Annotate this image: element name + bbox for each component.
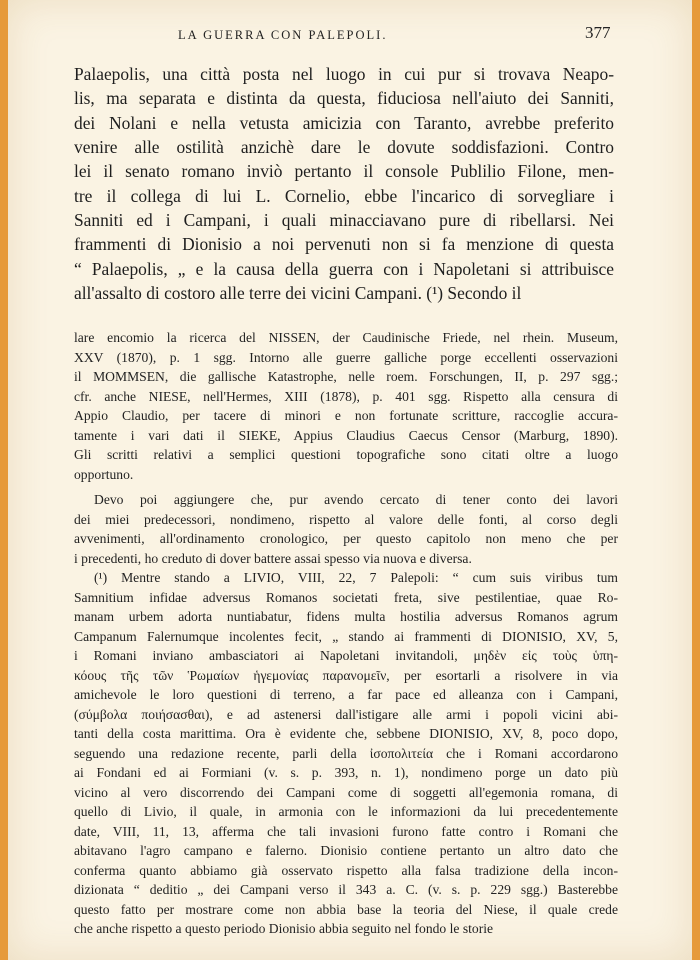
note-line: ai Fondani ed ai Formiani (v. s. p. 393, n. 1), nondimeno porge un dato più bbox=[74, 765, 618, 780]
note-line: il MOMMSEN, die gallische Katastrophe, nelle roem. Forschungen, II, p. 297 sgg.; bbox=[74, 369, 618, 384]
text-line: frammenti di Dionisio a noi pervenuti non si fa menzione di questa bbox=[74, 234, 614, 255]
text-line: Sanniti ed i Campani, i quali minacciavano pure di ribellarsi. Nei bbox=[74, 210, 614, 231]
note-line: conferma quanto abbiamo già osservato rispetto alla falsa tradizione della incon- bbox=[74, 862, 618, 878]
note-line: amichevole le loro questioni di terreno, a far pace ed alleanza con i Campani, bbox=[74, 687, 618, 702]
note-line: (σύμβολα ποιήσασθαι), e ad astenersi dall'istigare alle armi i popoli vicini abi- bbox=[74, 706, 618, 722]
note-line: (¹) Mentre stando a LIVIO, VIII, 22, 7 Palepoli: “ cum suis viribus tum bbox=[94, 570, 618, 585]
footnote-paragraph bbox=[74, 490, 618, 568]
note-line: Devo poi aggiungere che, pur avendo cercato di tener conto dei lavori bbox=[94, 492, 618, 507]
note-line: questo fatto per mostrare come non abbia base la teoria del Niese, il quale crede bbox=[74, 901, 618, 917]
text-line: Palaepolis, una città posta nel luogo in cui pur si trovava Neapo- bbox=[74, 64, 614, 84]
text-line: lis, ma separata e distinta da questa, fiduciosa nell'aiuto dei Sanniti, bbox=[74, 88, 614, 109]
note-line: i precedenti, ho creduto di dover battere assai spesso via nuova e diversa. bbox=[74, 550, 472, 566]
note-line: quello di Livio, il quale, in armonia con le informazioni da lui precedentemente bbox=[74, 804, 618, 819]
footnote-paragraph bbox=[74, 568, 618, 939]
note-line: tanti della costa marittima. Ora è evidente che, sebbene DIONISIO, XV, 8, poco dopo, bbox=[74, 726, 618, 741]
footnote-paragraph bbox=[74, 328, 618, 484]
text-line: venire alle ostilità anzichè dare le dovute soddisfazioni. Contro bbox=[74, 137, 614, 158]
note-line: opportuno. bbox=[74, 466, 134, 482]
note-line: dizionata “ deditio „ dei Campani verso il 343 a. C. (v. s. p. 229 sgg.) Basterebbe bbox=[74, 882, 618, 897]
text-line: “ Palaepolis, „ e la causa della guerra con i Napoletani si attribuisce bbox=[74, 258, 614, 279]
note-line: avvenimenti, all'ordinamento cronologico, per questo capitolo non meno che per bbox=[74, 531, 618, 546]
note-line: dei miei predecessori, nondimeno, rispetto al valore delle fonti, al corso degli bbox=[74, 511, 618, 527]
text-line: lei il senato romano inviò pertanto il console Publilio Filone, men- bbox=[74, 161, 614, 182]
note-line: lare encomio la ricerca del NISSEN, der Caudinische Friede, nel rhein. Museum, bbox=[74, 330, 618, 345]
note-line: κόους τῆς τῶν Ῥωμαίων ἡγεμονίας παρανομεῖν, per esortarli a risolvere in via bbox=[74, 667, 618, 683]
page-number: 377 bbox=[585, 23, 611, 42]
note-line: date, VIII, 11, 13, afferma che tali invasioni furono fatte contro i Romani che bbox=[74, 823, 618, 839]
note-line: i Romani inviano ambasciatori ai Napoletani invitandoli, μηδὲν εἰς τοὺς ὑπη- bbox=[74, 648, 618, 663]
note-line: che anche rispetto a questo periodo Dionisio abbia seguito nel fondo le storie bbox=[74, 921, 494, 936]
text-line: dei Nolani e nella vetusta amicizia con Taranto, avrebbe preferito bbox=[74, 112, 614, 133]
running-title: LA GUERRA CON PALEPOLI. bbox=[178, 28, 388, 42]
page-header bbox=[8, 23, 692, 46]
note-line: abitavano l'agro campano e falerno. Dionisio contiene pertanto un altro dato che bbox=[74, 843, 618, 858]
note-line: Gli scritti relativi a semplici questioni topografiche sono citati oltre a luogo bbox=[74, 447, 618, 462]
note-line: Samnitium infidae adversus Romanos societati freta, sive pestilentiae, quae Ro- bbox=[74, 589, 618, 605]
text-line: tre il collega di lui L. Cornelio, ebbe l'incarico di sorvegliare i bbox=[74, 185, 614, 206]
note-line: manam urbem adorta nuntiabatur, fidens multa hostilia adversus Romanos agrum bbox=[74, 609, 618, 624]
footnotes bbox=[74, 328, 618, 939]
main-text bbox=[74, 62, 614, 305]
note-line: cfr. anche NIESE, nell'Hermes, XIII (1878), p. 401 sgg. Rispetto alla censura di bbox=[74, 388, 618, 404]
note-line: Appio Claudio, per tacere di minori e non fortunate scritture, raccoglie accura- bbox=[74, 408, 618, 423]
note-line: tamente i vari dati il SIEKE, Appius Claudius Caecus Censor (Marburg, 1890). bbox=[74, 427, 618, 443]
note-line: Campanum Falernumque incolentes fecit, „ stando ai frammenti di DIONISIO, XV, 5, bbox=[74, 628, 618, 644]
note-line: vicino al vero discorrendo dei Campani come di soggetti all'egemonia romana, di bbox=[74, 784, 618, 800]
note-line: XXV (1870), p. 1 sgg. Intorno alle guerre galliche porge eccellenti osservazioni bbox=[74, 349, 618, 365]
book-page bbox=[8, 0, 692, 960]
text-line: all'assalto di costoro alle terre dei vicini Campani. (¹) Secondo il bbox=[74, 283, 522, 304]
note-line: seguendo una redazione recente, parli della ἰσοπολιτεία che i Romani accordarono bbox=[74, 745, 618, 761]
